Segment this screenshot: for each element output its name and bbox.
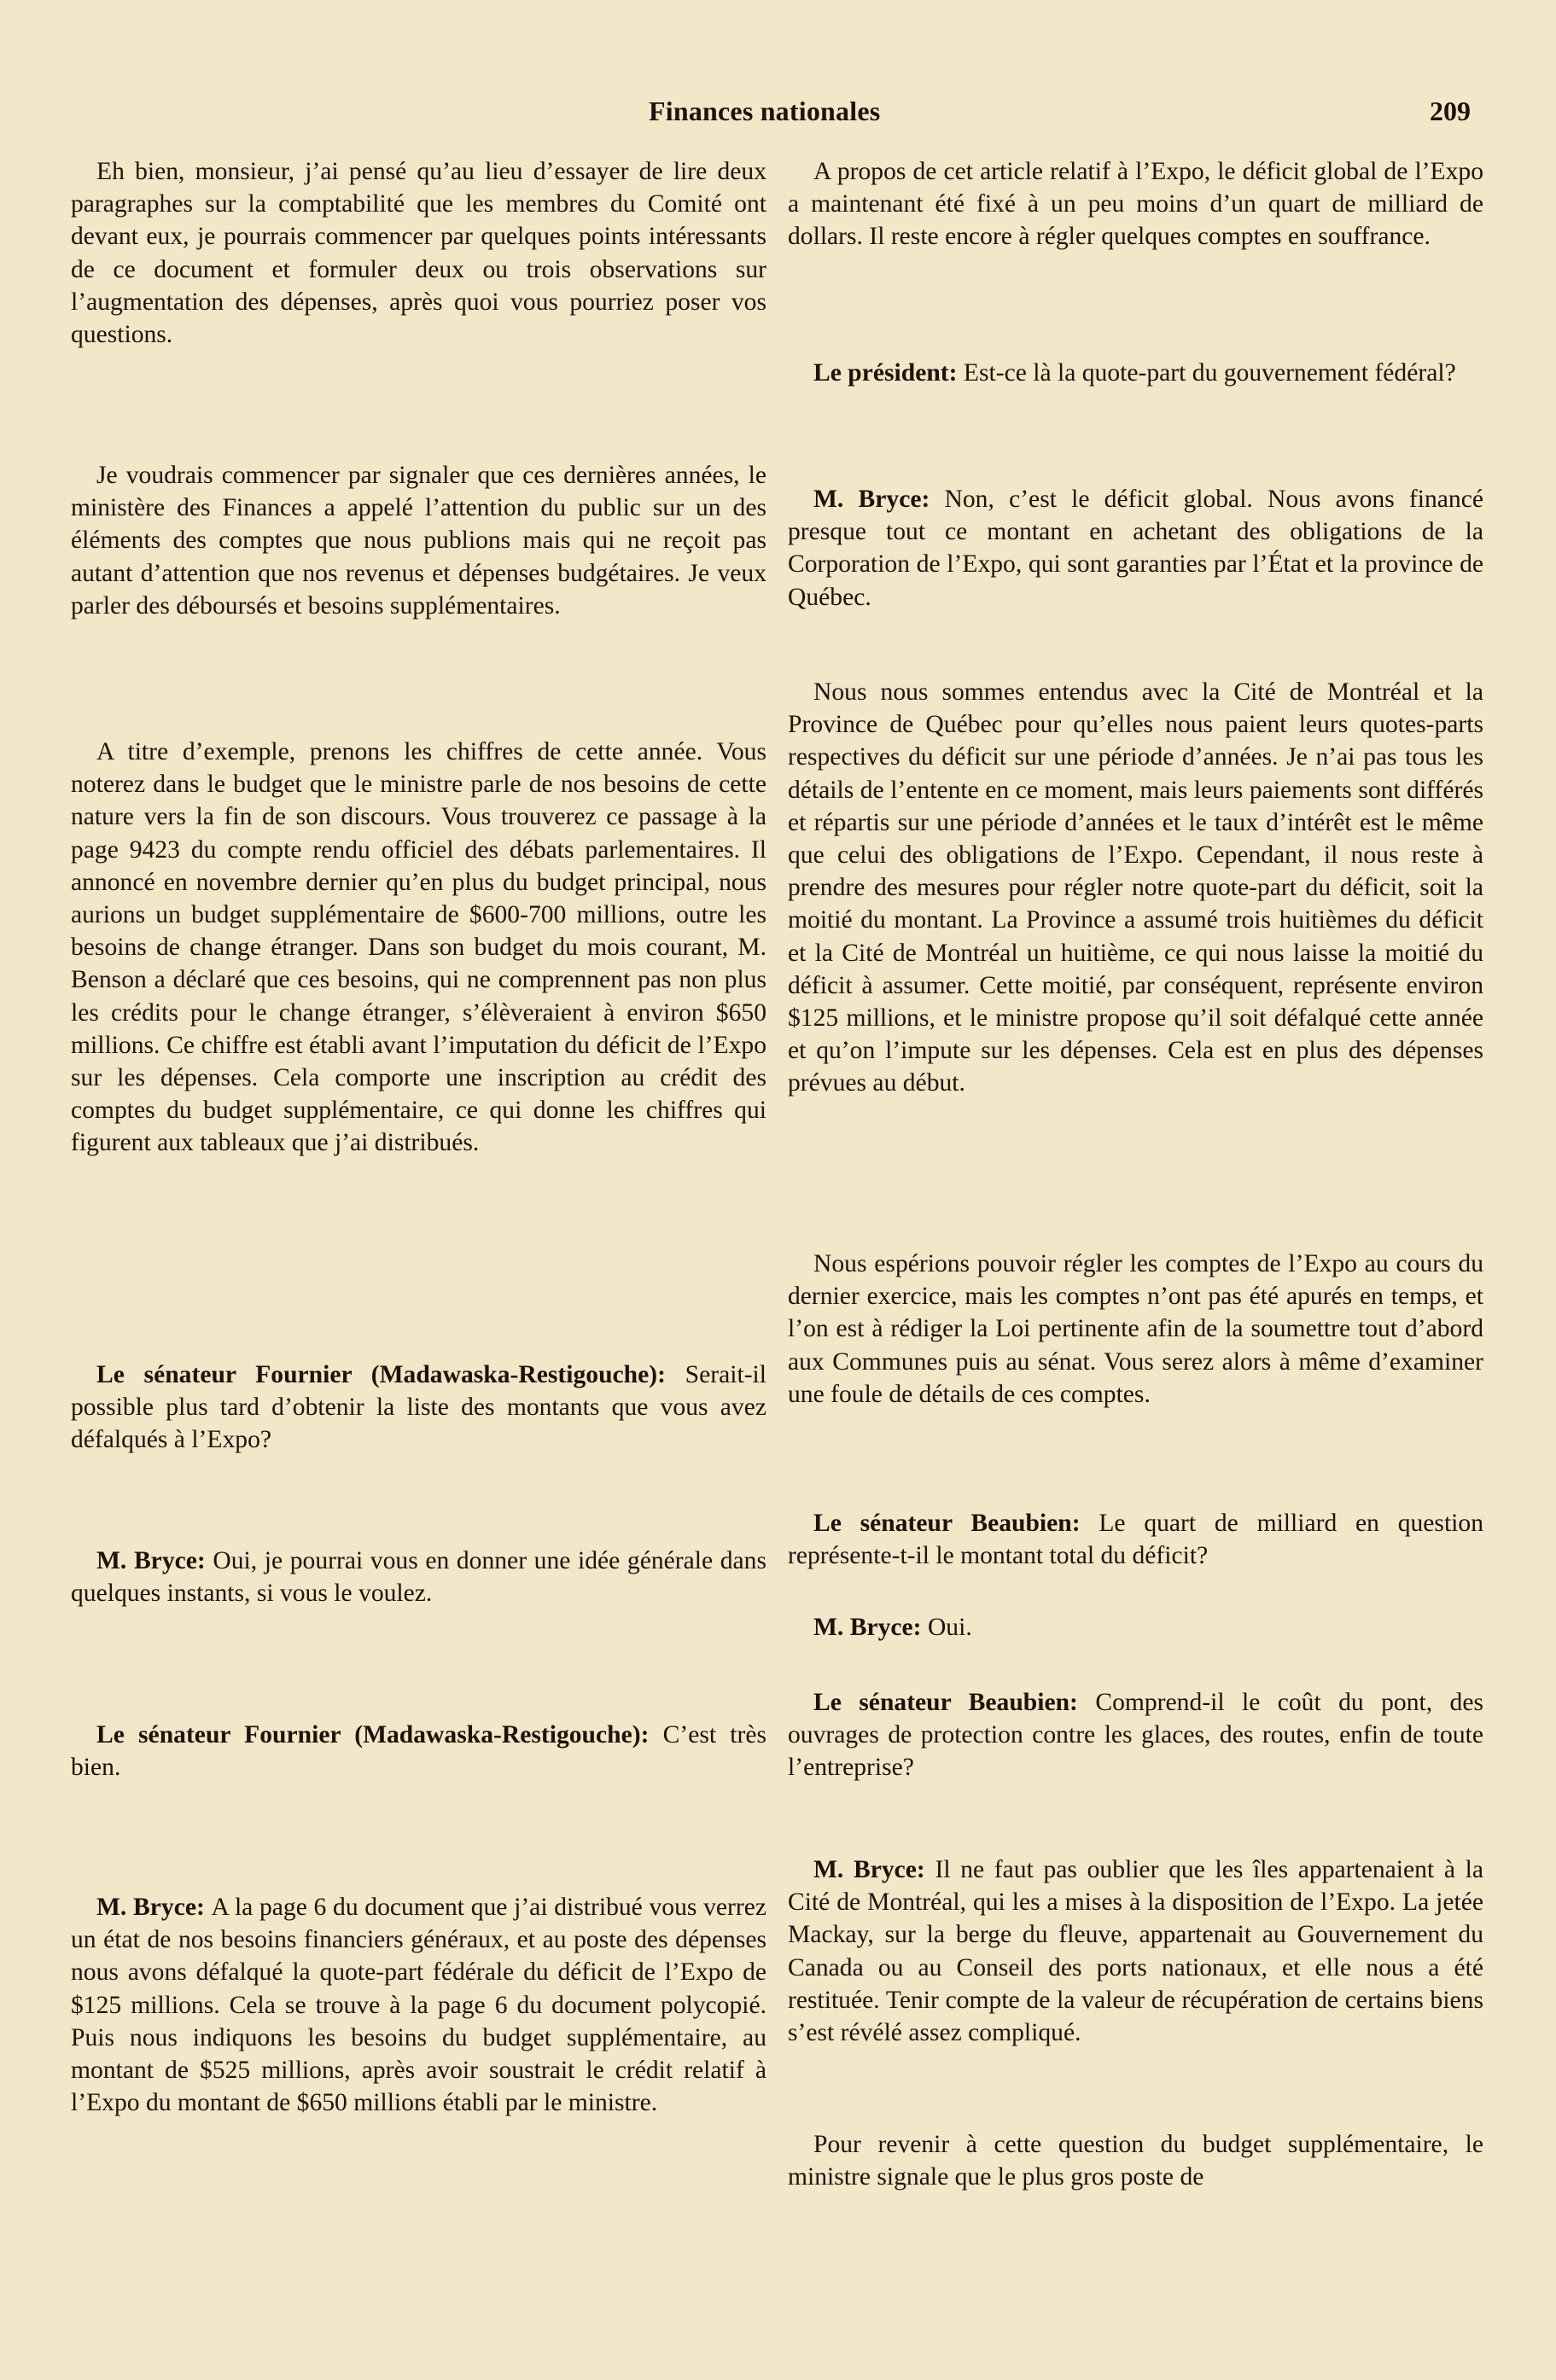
speaker-name: M. Bryce: (96, 1894, 212, 1921)
paragraph-text: Il ne faut pas oublier que les îles appartenaient à la Cité de Montréal, qui les a mises à la disposition de l’Expo. La jetée Mackay, sur la berge du fleuve, appartenait au Gouvernement du Canada ou au Conseil des ports nationaux, et elle nous a été restituée. Tenir compte de la valeur de récupération de certains biens s’est révélé assez compliqué. (788, 1856, 1483, 2047)
paragraph-text: Comprend-il le coût du pont, des ouvrages de protection contre les glaces, des routes, enfin de toute l’entreprise? (788, 1689, 1483, 1782)
paragraph (788, 357, 1483, 389)
paragraph (788, 676, 1483, 1100)
paragraph-text: Le quart de milliard en question représente-t-il le montant total du déficit? (788, 1510, 1483, 1570)
paragraph (71, 1359, 766, 1457)
paragraph (71, 736, 766, 1160)
paragraph-text: A propos de cet article relatif à l’Expo, le déficit global de l’Expo a maintenant été fixé à un peu moins d’un quart de milliard de dollars. Il reste encore à régler quelques comptes en souffrance. (788, 158, 1483, 251)
running-title: Finances nationales (649, 96, 881, 126)
paragraph-text: Oui, je pourrai vous en donner une idée générale dans quelques instants, si vous le voulez. (71, 1547, 766, 1608)
paragraph-text: Serait-il possible plus tard d’obtenir la liste des montants que vous avez défalqués à l’Expo? (71, 1361, 766, 1454)
paragraph-text: Je voudrais commencer par signaler que ces dernières années, le ministère des Finances a appelé l’attention du public sur un des éléments des comptes que nous publions mais qui ne reçoit pas autant d’attention que nos revenus et dépenses budgétaires. Je veux parler des déboursés et besoins supplémentaires. (71, 462, 766, 620)
paragraph (71, 1891, 766, 2119)
page-number: 209 (1430, 96, 1471, 126)
speaker-name: M. Bryce: (813, 486, 945, 513)
running-header (0, 96, 1556, 138)
paragraph-text: Eh bien, monsieur, j’ai pensé qu’au lieu d’essayer de lire deux paragraphes sur la comptabilité que les membres du Comité ont devant eux, je pourrais commencer par quelques points intéressants de ce document et formuler deux ou trois observations sur l’augmentation des dépenses, après quoi vous pourriez poser vos questions. (71, 158, 766, 349)
paragraph-text: Oui. (927, 1614, 972, 1641)
paragraph (788, 1507, 1483, 1572)
paragraph-text: Nous nous sommes entendus avec la Cité de Montréal et la Province de Québec pour qu’elles nous paient leurs quotes-parts respectives du déficit sur une période d’années. Je n’ai pas tous les détails de l’entente en ce moment, mais leurs paiements sont différés et répartis sur une période d’années et le taux d’intérêt est le même que celui des obligations de l’Expo. Cependant, il nous reste à prendre des mesures pour régler notre quote-part du déficit, soit la moitié du montant. La Province a assumé trois huitièmes du déficit et la Cité de Montréal un huitième, ce qui nous laisse la moitié du déficit à assumer. Cette moitié, par conséquent, représente environ $125 millions, et le ministre propose qu’il soit défalqué cette année et qu’on l’impute sur les dépenses. Cela est en plus des dépenses prévues au début. (788, 678, 1483, 1097)
paragraph (788, 1686, 1483, 1784)
paragraph (788, 2128, 1483, 2193)
paragraph (788, 1611, 1483, 1644)
paragraph-text: C’est très bien. (71, 1721, 766, 1782)
paragraph-text: A la page 6 du document que j’ai distribué vous verrez un état de nos besoins financiers généraux, et au poste des dépenses nous avons défalqué la quote-part fédérale du déficit de l’Expo de $125 millions. Cela se trouve à la page 6 du document polycopié. Puis nous indiquons les besoins du budget supplémentaire, au montant de $525 millions, après avoir soustrait le crédit relatif à l’Expo du montant de $650 millions établi par le ministre. (71, 1894, 766, 2117)
speaker-name: M. Bryce: (813, 1614, 928, 1641)
paragraph-text: Non, c’est le déficit global. Nous avons financé presque tout ce montant en achetant des obligations de la Corporation de l’Expo, qui sont garanties par l’État et la province de Québec. (788, 486, 1483, 611)
speaker-name: Le sénateur Beaubien: (813, 1689, 1096, 1716)
speaker-name: Le président: (813, 359, 964, 387)
paragraph (788, 1853, 1483, 2049)
paragraph-text: Est-ce là la quote-part du gouvernement fédéral? (963, 359, 1456, 387)
paragraph-text: A titre d’exemple, prenons les chiffres de cette année. Vous noterez dans le budget que le ministre parle de nos besoins de cette nature vers la fin de son discours. Vous trouverez ce passage à la page 9423 du compte rendu officiel des débats parlementaires. Il annoncé en novembre dernier qu’en plus du budget principal, nous aurions un budget supplémentaire de $600-700 millions, outre les besoins de change étranger. Dans son budget du mois courant, M. Benson a déclaré que ces besoins, qui ne comprennent pas non plus les crédits pour le change étranger, s’élèveraient à environ $650 millions. Ce chiffre est établi avant l’imputation du déficit de l’Expo sur les dépenses. Cela comporte une inscription au crédit des comptes du budget supplémentaire, ce qui donne les chiffres qui figurent aux tableaux que j’ai distribués. (71, 738, 766, 1157)
paragraph (788, 1248, 1483, 1411)
speaker-name: Le sénateur Beaubien: (813, 1510, 1099, 1537)
paragraph (71, 1719, 766, 1784)
paragraph (71, 459, 766, 622)
speaker-name: M. Bryce: (813, 1856, 935, 1883)
paragraph-text: Pour revenir à cette question du budget supplémentaire, le ministre signale que le plus gros poste de (788, 2131, 1483, 2191)
speaker-name: Le sénateur Fournier (Madawaska-Restigouche): (96, 1361, 685, 1388)
paragraph-text: Nous espérions pouvoir régler les comptes de l’Expo au cours du dernier exercice, mais les comptes n’ont pas été apurés en temps, et l’on est à rédiger la Loi pertinente afin de la soumettre tout d’abord aux Communes puis au sénat. Vous serez alors à même d’examiner une foule de détails de ces comptes. (788, 1250, 1483, 1408)
paragraph (788, 483, 1483, 614)
paragraph (71, 155, 766, 351)
speaker-name: M. Bryce: (96, 1547, 213, 1574)
paragraph (71, 1545, 766, 1609)
speaker-name: Le sénateur Fournier (Madawaska-Restigouche): (96, 1721, 663, 1749)
paragraph (788, 155, 1483, 253)
